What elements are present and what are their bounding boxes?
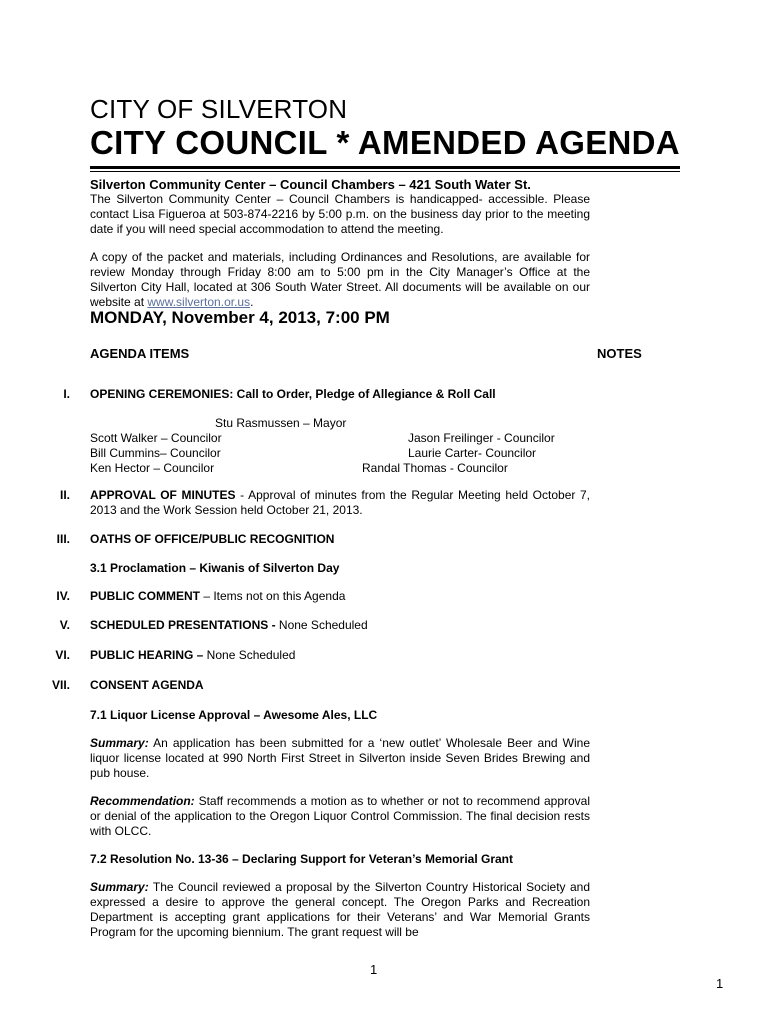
item-vii-title: CONSENT AGENDA (90, 678, 204, 692)
item-v-title: SCHEDULED PRESENTATIONS - (90, 618, 276, 632)
item-vi-text (90, 648, 295, 663)
packet-end: . (250, 295, 254, 309)
item-numeral-vi: VI. (55, 648, 70, 662)
item-numeral-iv: IV. (56, 589, 70, 603)
item-iii-sub: 3.1 Proclamation – Kiwanis of Silverton Day (90, 561, 340, 575)
item-ii-text (90, 488, 590, 518)
page-title: CITY COUNCIL * AMENDED AGENDA (90, 124, 680, 161)
item-iii-title: OATHS OF OFFICE/PUBLIC RECOGNITION (90, 532, 335, 546)
item-v-text (90, 618, 368, 633)
item-numeral-vii: VII. (51, 678, 70, 692)
councilor-left-1: Scott Walker – Councilor (90, 431, 222, 445)
recommendation-text: Staff recommends a motion as to whether or not to recommend approval or denial of the application to the Oregon Liquor Control Commission. The final decision rests with OLCC. (90, 794, 590, 838)
title-rule-thin (90, 171, 680, 172)
item-numeral-i: I. (63, 387, 70, 401)
packet-paragraph (90, 250, 590, 310)
item-vii-sub1: 7.1 Liquor License Approval – Awesome Ales, LLC (90, 708, 378, 722)
website-link[interactable]: www.silverton.or.us (147, 295, 251, 309)
page-number: 1 (370, 962, 378, 977)
meeting-date: MONDAY, November 4, 2013, 7:00 PM (90, 308, 390, 327)
item-numeral-ii: II. (59, 488, 70, 502)
item-iv-text (90, 589, 345, 604)
item-numeral-v: V. (59, 618, 70, 632)
city-name: CITY OF SILVERTON (90, 94, 348, 124)
summary-text-1: An application has been submitted for a ‘new outlet’ Wholesale Beer and Wine liquor license located at 990 North First Street in Silverton inside Seven Brides Brewing and pub house. (90, 736, 590, 780)
item-iv-title: PUBLIC COMMENT (90, 589, 200, 603)
corner-page-number: 1 (716, 976, 724, 991)
item-iv-body: – Items not on this Agenda (200, 589, 346, 603)
item-ii-title: APPROVAL OF MINUTES (90, 488, 236, 502)
item-ii-body: - Approval of minutes from the Regular Meeting held October 7, 2013 and the Work Session held October 21, 2013. (90, 488, 591, 517)
item-vii-summary-1 (90, 736, 590, 781)
mayor-line: Stu Rasmussen – Mayor (215, 416, 347, 430)
summary-text-2: The Council reviewed a proposal by the Silverton Country Historical Society and expressed a desire to approve the general concept. The Oregon Parks and Recreation Department is accepting grant applications for their Veterans’ and War Memorial Grants Program for the upcoming biennium. The grant request will be (90, 880, 590, 939)
councilor-left-2: Bill Cummins– Councilor (90, 446, 221, 460)
item-vi-body: None Scheduled (203, 648, 296, 662)
notes-heading: NOTES (597, 346, 642, 361)
item-vii-sub2: 7.2 Resolution No. 13-36 – Declaring Support for Veteran’s Memorial Grant (90, 852, 513, 866)
venue-line: Silverton Community Center – Council Chambers – 421 South Water St. (90, 177, 531, 192)
item-v-body: None Scheduled (275, 618, 368, 632)
item-vii-summary-2 (90, 880, 590, 940)
councilor-right-1: Jason Freilinger - Councilor (408, 431, 555, 445)
item-numeral-iii: III. (56, 532, 70, 546)
packet-text: A copy of the packet and materials, including Ordinances and Resolutions, are available for review Monday through Friday 8:00 am to 5:00 pm in the City Manager’s Office at the Silverton City Hall, located at 306 South Water Street. All documents will be available on our website at (90, 250, 590, 309)
title-rule-thick (90, 166, 680, 169)
item-vi-title: PUBLIC HEARING – (90, 648, 204, 662)
accessibility-paragraph: The Silverton Community Center – Council Chambers is handicapped- accessible. Please contact Lisa Figueroa at 503-874-2216 by 5:00 p.m. on the business day prior to the meeting date if you will need special accommodation to attend the meeting. (90, 192, 590, 236)
item-i-title: OPENING CEREMONIES: Call to Order, Pledge of Allegiance & Roll Call (90, 387, 496, 401)
summary-label-2: Summary: (90, 880, 149, 894)
councilor-left-3: Ken Hector – Councilor (90, 461, 215, 475)
councilor-right-3: Randal Thomas - Councilor (362, 461, 508, 475)
summary-label-1: Summary: (90, 736, 149, 750)
intro-block (90, 177, 590, 237)
item-vii-recommendation (90, 794, 590, 839)
agenda-items-heading: AGENDA ITEMS (90, 346, 190, 361)
recommendation-label: Recommendation: (90, 794, 195, 808)
councilor-right-2: Laurie Carter- Councilor (408, 446, 537, 460)
